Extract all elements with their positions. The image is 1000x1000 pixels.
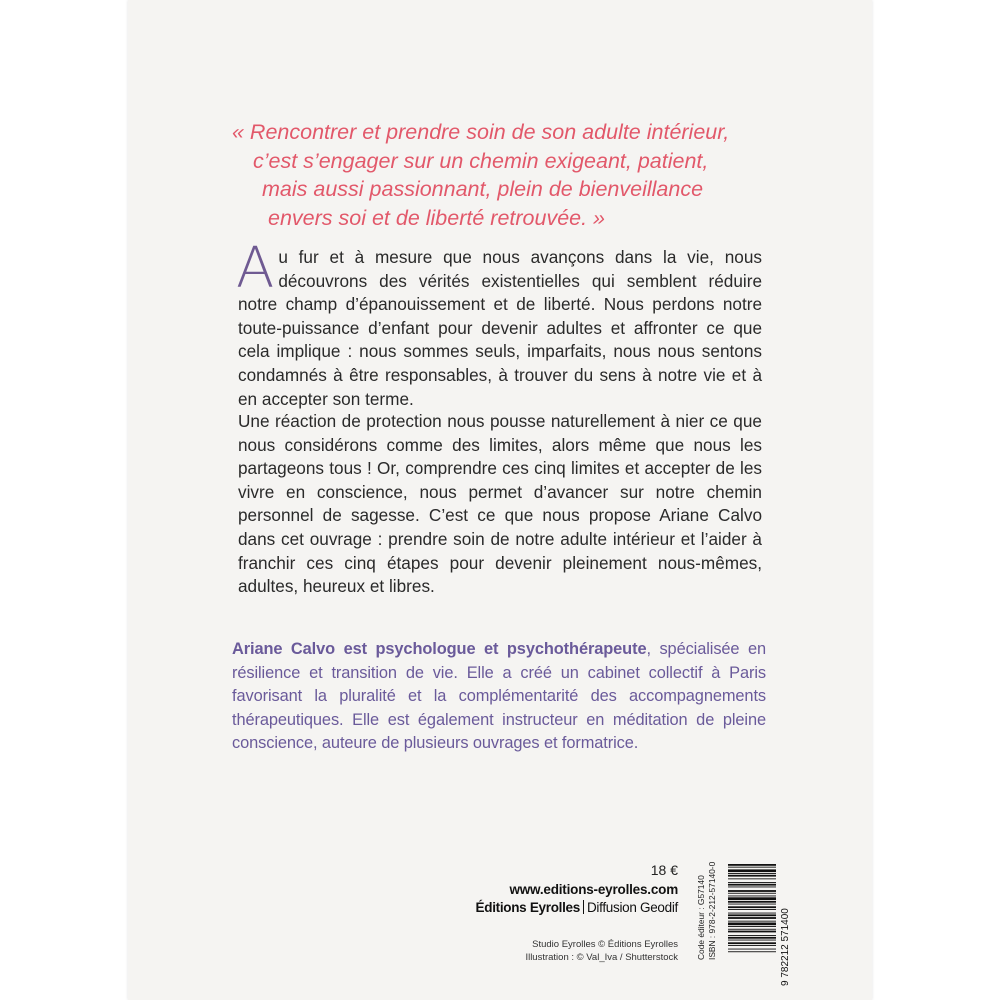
author-bio-heading: Ariane Calvo est psychologue et psychothérapeute (232, 640, 647, 658)
credits (488, 938, 678, 964)
barcode-bar (728, 878, 776, 879)
barcode-bar (728, 869, 776, 872)
quote-line: c’est s’engager sur un chemin exigeant, patient, (253, 148, 709, 173)
barcode-bar (728, 897, 776, 900)
barcode-bar (728, 873, 776, 874)
distributor-name: Diffusion Geodif (586, 900, 678, 915)
author-bio (232, 638, 766, 756)
barcode-bar (728, 867, 776, 868)
isbn-barcode (728, 860, 792, 992)
credit-line: Studio Eyrolles © Éditions Eyrolles (532, 939, 678, 950)
barcode-digits: 9 782212 571400 (780, 908, 791, 986)
barcode-bar (728, 945, 776, 946)
paragraph-text: u fur et à mesure que nous avançons dans la vie, nous découvrons des vérités existentielles qui semblent réduire notre champ d’épanouissement et de liberté. Nous perdons notre toute-puissance d’enfant pour devenir adultes et affronter ce que cela implique : nous sommes seuls, imparfaits, nous nous sentons condamnés à être responsables, à trouver du sens à notre vie et à en accepter son terme. (238, 247, 762, 409)
barcode-bar (728, 909, 776, 910)
barcode-bar (728, 864, 776, 866)
barcode-bar (728, 875, 776, 877)
quote-line: mais aussi passionnant, plein de bienveillance (262, 177, 704, 201)
credit-line: Illustration : © Val_Iva / Shutterstock (525, 952, 678, 963)
publisher-name: Éditions Eyrolles (475, 900, 580, 915)
barcode-bar (728, 893, 776, 894)
barcode-bar (728, 913, 776, 914)
barcode-bar (728, 890, 776, 892)
barcode-graphic (728, 860, 792, 992)
drop-cap: A (236, 236, 275, 301)
barcode-bar (728, 882, 776, 883)
barcode-bar (728, 937, 776, 939)
barcode-bar (728, 887, 776, 888)
barcode-bar (728, 923, 776, 926)
barcode-bar (728, 931, 776, 933)
barcode-bar (728, 951, 776, 952)
code-editeur: Code éditeur : G57140 (696, 875, 706, 960)
publisher-website: www.editions-eyrolles.com (509, 882, 678, 897)
price: 18 € (650, 862, 678, 878)
barcode-bar (728, 921, 776, 922)
barcode-bar (728, 906, 776, 908)
separator (583, 900, 584, 914)
barcode-bar (728, 884, 776, 886)
back-cover (128, 0, 872, 1000)
body-paragraph-2: Une réaction de protection nous pousse naturellement à nier ce que nous considérons comme des limites, alors même que nous les partageons tous ! Or, comprendre ces cinq limites et accepter de les vivre en conscience, nous permet d’avancer sur notre chemin personnel de sagesse. C’est ce que nous propose Ariane Calvo dans cet ouvrage : prendre soin de notre adulte intérieur et l’aider à franchir ces cinq étapes pour devenir pleinement nous-mêmes, adultes, heureux et libres. (238, 411, 762, 597)
quote-line: « Rencontrer et prendre soin de son adulte intérieur, (232, 120, 730, 144)
barcode-bar (728, 914, 776, 916)
barcode-bar (728, 896, 776, 897)
barcode-bar (728, 940, 776, 941)
barcode-bar (728, 935, 776, 936)
author-bio-text: , spécialisée en résilience et transition de vie. Elle a créé un cabinet collectif à Paris favorisant la pluralité et la complémentarité des accompagnements thérapeutiques. Elle est également instructeur en méditation de pleine conscience, auteure de plusieurs ouvrages et formatrice. (232, 640, 766, 753)
body-paragraph-1 (236, 236, 762, 411)
barcode-bar (728, 904, 776, 905)
quote-line: envers soi et de liberté retrouvée. » (268, 205, 606, 230)
barcode-bar (728, 901, 776, 903)
barcode-bar (728, 926, 776, 927)
barcode-bar (728, 949, 776, 950)
barcode-bar (728, 929, 776, 930)
edition-codes (696, 830, 724, 960)
barcode-bar (728, 917, 776, 919)
barcode-bar (728, 942, 776, 944)
isbn-text: ISBN : 978-2-212-57140-0 (707, 861, 717, 960)
publisher-line (428, 900, 678, 915)
pull-quote (232, 118, 792, 232)
